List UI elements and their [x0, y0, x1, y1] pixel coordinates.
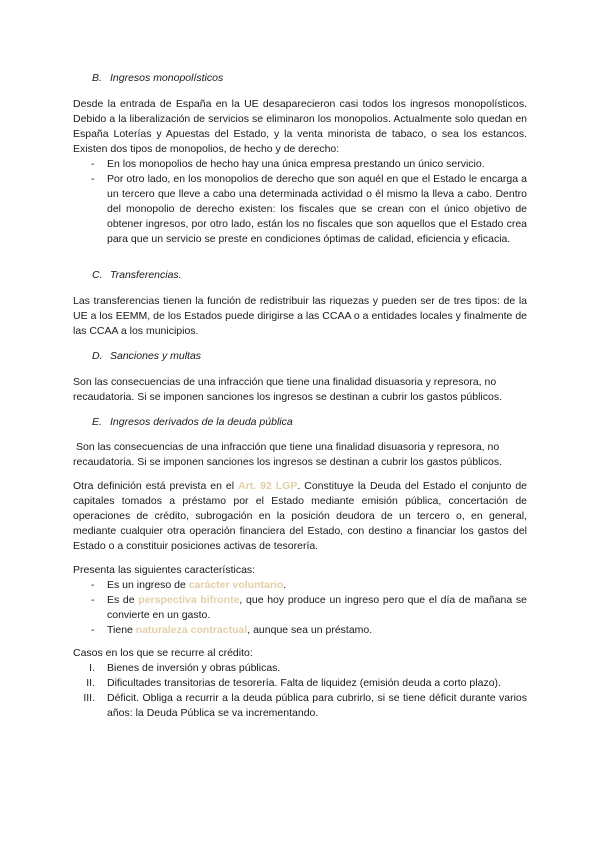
features-title: Presenta las siguientes características:	[73, 564, 256, 576]
subheading-c	[92, 269, 182, 281]
definition-text-pre: Otra definición está prevista en el	[73, 480, 239, 492]
list-item-text-pre: Es un ingreso de	[107, 579, 189, 591]
subheading-title: Sanciones y multas	[110, 350, 202, 362]
bullet-list-caracteristicas	[73, 578, 527, 638]
feature-highlight: naturaleza contractual	[135, 624, 248, 636]
subheading-letter: E.	[92, 416, 102, 428]
paragraph-transferencias: Las transferencias tienen la función de redistribuir las riquezas y pueden ser de tres tipos: de la UE a los EEMM, de los Estados puede dirigirse a las CCAA o a entidades locales y finalmente de las CCAA a los municipios.	[73, 295, 527, 337]
cases-title: Casos en los que se recurre al crédito:	[73, 647, 253, 659]
list-item-text-post: , aunque sea un préstamo.	[247, 624, 373, 636]
feature-highlight: carácter voluntario	[188, 579, 284, 591]
paragraph-deuda-intro: Son las consecuencias de una infracción que tiene una finalidad disuasoria y represora, no recaudatoria. Si se imponen sanciones los ingresos se destinan a cubrir los gastos públicos.	[73, 441, 502, 468]
list-item-text: Por otro lado, en los monopolios de derecho que son aquél en que el Estado le encarga a un tercero que lleve a cabo una determinada actividad o él mismo la lleva a cabo. Dentro del monopolio de derecho existen: los fiscales que se crean con el único objetivo de obtener ingresos, por otro lado, están los no fiscales que son aquellos que el Estado crea para que un servicio se preste en condiciones óptimas de calidad, eficiencia y eficacia.	[107, 173, 527, 245]
list-item	[73, 578, 527, 593]
dash-bullet: -	[91, 173, 95, 185]
roman-numeral: II.	[86, 677, 95, 689]
list-item-text-pre: Es de	[107, 594, 139, 606]
list-item-text: Bienes de inversión y obras públicas.	[107, 662, 281, 674]
legal-reference-highlight: Art. 92 LGP	[238, 480, 298, 492]
paragraph-deuda-definicion	[73, 479, 527, 554]
bullet-list-monopolios	[73, 157, 527, 247]
dash-bullet: -	[91, 579, 95, 591]
roman-list-casos	[73, 661, 527, 721]
subheading-letter: B.	[92, 72, 102, 84]
roman-numeral: I.	[89, 662, 95, 674]
paragraph-monopolios-intro: Desde la entrada de España en la UE desaparecieron casi todos los ingresos monopolísticos. Debido a la liberalización de servicios se eliminaron los monopolios. Actualmente solo quedan en España Loterías y Apuestas del Estado, y la venta minorista de tabaco, o sea los estancos. Existen dos tipos de monopolios, de hecho y de derecho:	[73, 98, 527, 155]
subheading-e	[92, 416, 293, 428]
list-item	[73, 172, 527, 247]
list-item	[73, 676, 527, 691]
roman-numeral: III.	[83, 692, 95, 704]
list-item	[73, 157, 527, 172]
list-item	[73, 623, 527, 638]
list-item-text: En los monopolios de hecho hay una única empresa prestando un único servicio.	[107, 158, 485, 170]
dash-bullet: -	[91, 624, 95, 636]
subheading-letter: D.	[92, 350, 103, 362]
paragraph-sanciones: Son las consecuencias de una infracción que tiene una finalidad disuasoria y represora, no recaudatoria. Si se imponen sanciones los ingresos se destinan a cubrir los gastos públicos.	[73, 376, 502, 403]
feature-highlight: perspectiva bifronte	[138, 594, 240, 606]
dash-bullet: -	[91, 158, 95, 170]
subheading-title: Ingresos monopolísticos	[110, 72, 224, 84]
list-item	[73, 661, 527, 676]
subheading-title: Ingresos derivados de la deuda pública	[110, 416, 293, 428]
list-item	[73, 691, 527, 721]
list-item-text: Dificultades transitorias de tesorería. Falta de liquidez (emisión deuda a corto plazo).	[107, 677, 501, 689]
dash-bullet: -	[91, 594, 95, 606]
subheading-d	[92, 350, 201, 362]
list-item-text-pre: Tiene	[107, 624, 136, 636]
list-item-text-post: .	[283, 579, 287, 591]
subheading-title: Transferencias.	[110, 269, 182, 281]
definition-text-post: . Constituye la Deuda del Estado el conjunto de capitales tomados a préstamo por el Estado mediante emisión pública, concertación de operaciones de crédito, subrogación en la posición deudora de un tercero o, en general, mediante cualquier otra operación financiera del Estado, con destino a financiar los gastos del Estado o a constituir posiciones activas de tesorería.	[73, 480, 527, 552]
list-item-text: Déficit. Obliga a recurrir a la deuda pública para cubrirlo, si se tiene déficit durante varios años: la Deuda Pública se va incrementando.	[107, 692, 527, 719]
subheading-b	[92, 72, 223, 84]
subheading-letter: C.	[92, 269, 103, 281]
list-item	[73, 593, 527, 623]
list-item-text-post: , que hoy produce un ingreso pero que el día de mañana se convierte en un gasto.	[107, 594, 527, 621]
